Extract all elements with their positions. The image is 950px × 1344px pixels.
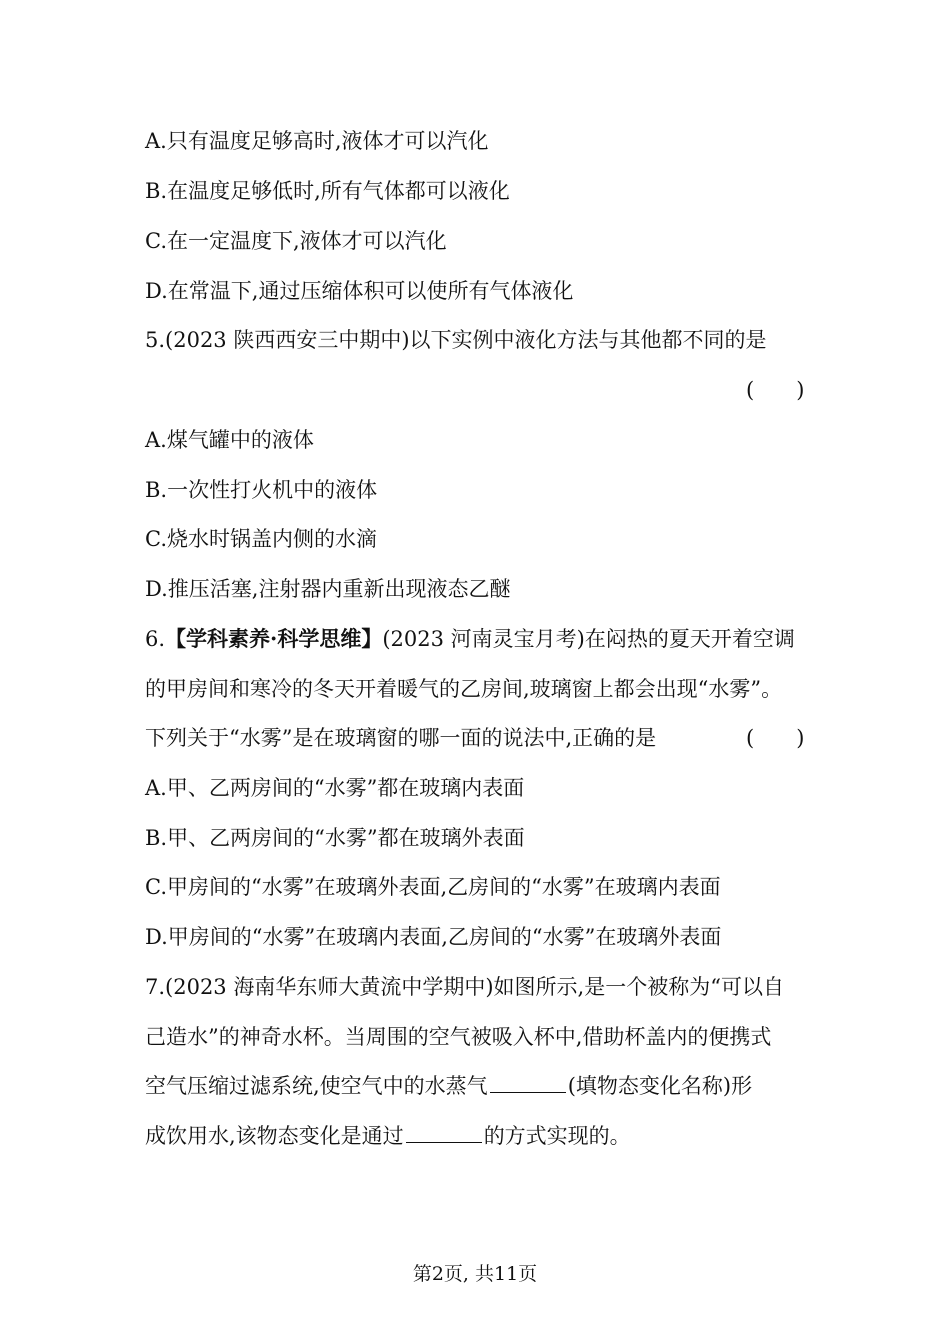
q5-option-b: B.一次性打火机中的液体 xyxy=(145,478,378,502)
q7-line-4-text-end: 的方式实现的。 xyxy=(483,1124,631,1148)
q7-answer-blank-1[interactable] xyxy=(490,1072,566,1093)
q4-option-d: D.在常温下,通过压缩体积可以使所有气体液化 xyxy=(145,279,574,303)
q5-stem: 5.(2023 陕西西安三中期中)以下实例中液化方法与其他都不同的是 xyxy=(145,328,767,352)
q4-option-c: C.在一定温度下,液体才可以汽化 xyxy=(145,229,447,253)
q6-category-tag: 【学科素养·科学思维】 xyxy=(165,626,383,651)
q6-option-b: B.甲、乙两房间的“水雾”都在玻璃外表面 xyxy=(145,826,525,850)
q4-option-b: B.在温度足够低时,所有气体都可以液化 xyxy=(145,179,510,203)
q6-stem-text: (2023 河南灵宝月考)在闷热的夏天开着空调 xyxy=(382,627,795,651)
q6-option-a: A.甲、乙两房间的“水雾”都在玻璃内表面 xyxy=(145,776,525,800)
q7-line-4-text-start: 成饮用水,该物态变化是通过 xyxy=(145,1124,404,1148)
q5-option-c: C.烧水时锅盖内侧的水滴 xyxy=(145,527,377,551)
q7-line-4 xyxy=(145,1121,631,1151)
q7-line-3 xyxy=(145,1071,752,1101)
q7-line-3-text-start: 空气压缩过滤系统,使空气中的水蒸气 xyxy=(145,1074,488,1098)
q5-option-a: A.煤气罐中的液体 xyxy=(145,428,314,452)
q6-stem-line-3: 下列关于“水雾”是在玻璃窗的哪一面的说法中,正确的是 xyxy=(145,726,657,750)
q6-option-d: D.甲房间的“水雾”在玻璃内表面,乙房间的“水雾”在玻璃外表面 xyxy=(145,925,722,949)
q5-option-d: D.推压活塞,注射器内重新出现液态乙醚 xyxy=(145,577,511,601)
q7-line-1: 7.(2023 海南华东师大黄流中学期中)如图所示,是一个被称为“可以自 xyxy=(145,975,784,999)
q6-stem-line-1 xyxy=(145,624,795,654)
q7-line-3-text-end: (填物态变化名称)形 xyxy=(567,1074,753,1098)
q4-option-a: A.只有温度足够高时,液体才可以汽化 xyxy=(145,129,489,153)
q6-stem-line-2: 的甲房间和寒冷的冬天开着暖气的乙房间,玻璃窗上都会出现“水雾”。 xyxy=(145,677,783,701)
q7-answer-blank-2[interactable] xyxy=(406,1122,482,1143)
q7-line-2: 己造水”的神奇水杯。当周围的空气被吸入杯中,借助杯盖内的便携式 xyxy=(145,1025,772,1049)
q5-answer-bracket: ( ) xyxy=(746,378,805,402)
q6-option-c: C.甲房间的“水雾”在玻璃外表面,乙房间的“水雾”在玻璃内表面 xyxy=(145,875,721,899)
page-number-footer: 第2页, 共11页 xyxy=(412,1263,538,1285)
q6-number: 6. xyxy=(145,627,166,651)
q6-answer-bracket: ( ) xyxy=(746,726,805,750)
